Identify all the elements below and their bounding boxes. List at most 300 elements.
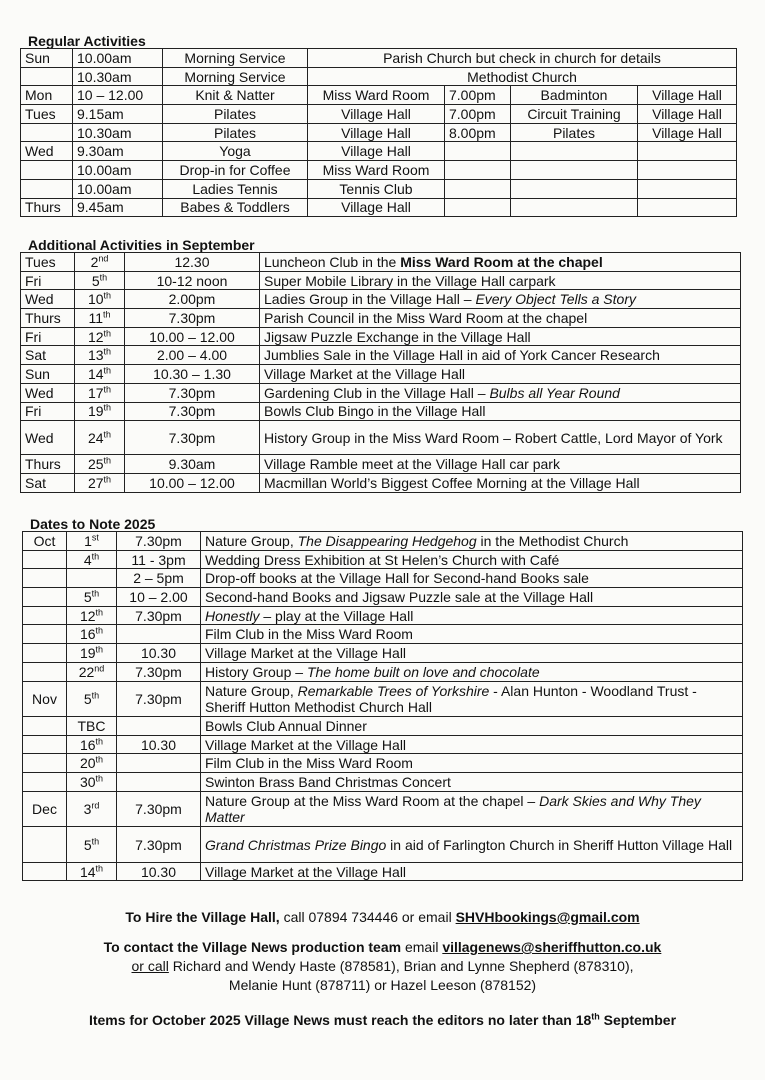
event-cell	[201, 735, 743, 754]
date-number: 25	[87, 456, 104, 473]
time-cell: 12.30	[125, 253, 260, 272]
date-cell	[75, 365, 125, 384]
date-number: 14	[87, 365, 104, 382]
contact-prefix: To contact the Village News production team	[103, 939, 402, 955]
event-text: Film Club in the Miss Ward Room	[205, 626, 413, 643]
month-cell: Dec	[23, 791, 67, 827]
time-cell: 7.30pm	[117, 791, 201, 827]
table-row	[23, 862, 743, 881]
activity2-cell: Badminton	[511, 86, 638, 105]
table-row	[21, 327, 741, 346]
date-cell	[67, 588, 117, 607]
date-suffix: th	[95, 773, 104, 784]
day-cell: Sun	[21, 49, 73, 68]
date-number: 5	[83, 836, 92, 853]
date-cell	[67, 625, 117, 644]
dates-to-note-heading: Dates to Note 2025	[30, 516, 156, 532]
place2-cell	[638, 198, 737, 217]
date-number: 19	[87, 403, 104, 420]
day-cell: Sun	[21, 365, 75, 384]
date-cell	[75, 402, 125, 421]
event-text: Super Mobile Library in the Village Hall carpark	[264, 272, 556, 289]
event-cell	[201, 588, 743, 607]
table-row	[21, 346, 741, 365]
time-cell: 7.30pm	[125, 421, 260, 455]
activity-cell: Babes & Toddlers	[163, 198, 308, 217]
date-number: 20	[79, 755, 96, 772]
table-row	[23, 569, 743, 588]
hire-line	[0, 908, 765, 927]
event-text: Village Ramble meet at the Village Hall car park	[264, 456, 560, 473]
date-suffix: th	[91, 835, 100, 846]
time-cell: 9.30am	[125, 455, 260, 474]
date-cell	[67, 550, 117, 569]
table-row	[21, 49, 737, 68]
table-row	[21, 365, 741, 384]
table-row	[21, 67, 737, 86]
date-cell	[67, 862, 117, 881]
date-number: 14	[79, 863, 96, 880]
time-cell: 10.30	[117, 735, 201, 754]
date-suffix: th	[95, 625, 104, 636]
date-suffix: th	[95, 644, 104, 655]
date-cell	[67, 827, 117, 863]
date-cell	[67, 662, 117, 681]
event-text: Gardening Club in the Village Hall –	[264, 384, 490, 401]
date-suffix: th	[91, 550, 100, 561]
table-row	[23, 606, 743, 625]
contact-email-link[interactable]: villagenews@sheriffhutton.co.uk	[442, 939, 662, 955]
event-text-after: in aid of Farlington Church in Sheriff Hutton Village Hall	[386, 836, 733, 853]
event-cell	[201, 569, 743, 588]
time-cell: 10.00am	[73, 179, 163, 198]
deadline-sup: th	[591, 1011, 600, 1022]
place-cell: Methodist Church	[308, 67, 737, 86]
day-cell: Wed	[21, 383, 75, 402]
or-call-text: or call	[131, 958, 169, 974]
date-cell	[75, 421, 125, 455]
place-cell: Tennis Club	[308, 179, 445, 198]
date-number: 10	[87, 291, 104, 308]
event-bold-text: Miss Ward Room at the chapel	[400, 253, 603, 270]
table-row	[21, 473, 741, 492]
time2-cell	[445, 161, 511, 180]
event-text: Bowls Club Annual Dinner	[205, 717, 367, 734]
event-cell	[260, 346, 741, 365]
date-suffix: th	[99, 271, 108, 282]
day-cell: Fri	[21, 327, 75, 346]
date-suffix: nd	[98, 253, 109, 264]
event-text: Ladies Group in the Village Hall –	[264, 291, 476, 308]
date-number: 13	[87, 347, 104, 364]
activity-cell: Drop-in for Coffee	[163, 161, 308, 180]
time2-cell: 7.00pm	[445, 86, 511, 105]
event-cell	[260, 290, 741, 309]
event-cell	[260, 383, 741, 402]
table-row	[23, 681, 743, 717]
date-cell	[67, 681, 117, 717]
time-cell: 7.30pm	[117, 606, 201, 625]
time-cell: 2 – 5pm	[117, 569, 201, 588]
date-suffix: th	[91, 588, 100, 599]
event-cell	[201, 681, 743, 717]
date-number: 1	[84, 532, 92, 549]
date-cell	[75, 383, 125, 402]
time-cell: 10 – 12.00	[73, 86, 163, 105]
place-cell: Miss Ward Room	[308, 161, 445, 180]
day-cell: Mon	[21, 86, 73, 105]
event-text: Film Club in the Miss Ward Room	[205, 755, 413, 772]
date-suffix: rd	[91, 800, 100, 811]
place2-cell	[638, 142, 737, 161]
table-row	[21, 123, 737, 142]
month-cell	[23, 735, 67, 754]
time-cell: 7.30pm	[125, 309, 260, 328]
event-cell	[201, 862, 743, 881]
day-cell: Sat	[21, 473, 75, 492]
date-cell	[67, 717, 117, 736]
contact-line-3: Melanie Hunt (878711) or Hazel Leeson (878152)	[228, 977, 537, 993]
event-text: Macmillan World’s Biggest Coffee Morning at the Village Hall	[264, 474, 640, 491]
event-text: Luncheon Club in the	[264, 253, 401, 270]
date-suffix: th	[103, 309, 111, 320]
date-cell	[75, 327, 125, 346]
activity2-cell	[511, 161, 638, 180]
date-number: 12	[87, 328, 104, 345]
time-cell: 10.00am	[73, 49, 163, 68]
activity-cell: Yoga	[163, 142, 308, 161]
month-cell	[23, 569, 67, 588]
time-cell: 9.15am	[73, 105, 163, 124]
event-text: Village Market at the Village Hall	[264, 365, 466, 382]
month-cell	[23, 550, 67, 569]
additional-activities-table	[20, 252, 741, 493]
event-cell	[201, 754, 743, 773]
event-text: Parish Council in the Miss Ward Room at the chapel	[264, 309, 588, 326]
date-cell	[75, 290, 125, 309]
contact-mid: email	[401, 939, 443, 955]
event-text: Village Market at the Village Hall	[205, 736, 407, 753]
date-number: 22	[78, 663, 95, 680]
time-cell: 7.30pm	[117, 681, 201, 717]
table-row	[21, 179, 737, 198]
table-row	[21, 253, 741, 272]
time-cell: 10.00 – 12.00	[125, 473, 260, 492]
table-row	[21, 105, 737, 124]
event-text: Nature Group at the Miss Ward Room at the chapel –	[205, 793, 540, 809]
time-cell: 10.30am	[73, 123, 163, 142]
date-suffix: th	[103, 327, 112, 338]
place2-cell: Village Hall	[638, 86, 737, 105]
time-cell: 7.30pm	[125, 383, 260, 402]
event-italic-text: Every Object Tells a Story	[475, 291, 636, 308]
event-cell	[201, 791, 743, 827]
date-number: 5	[91, 272, 100, 289]
day-cell: Fri	[21, 271, 75, 290]
month-cell	[23, 644, 67, 663]
date-number: 12	[79, 607, 96, 624]
event-cell	[201, 532, 743, 551]
event-text: Swinton Brass Band Christmas Concert	[205, 773, 451, 790]
time-cell: 7.30pm	[117, 827, 201, 863]
event-italic-text: The Disappearing Hedgehog	[297, 532, 477, 549]
table-row	[21, 161, 737, 180]
dates-to-note-table	[22, 531, 743, 881]
place2-cell	[638, 179, 737, 198]
date-suffix: th	[91, 690, 100, 701]
regular-activities-heading: Regular Activities	[28, 33, 146, 49]
month-cell	[23, 717, 67, 736]
time-cell: 10 – 2.00	[117, 588, 201, 607]
event-cell	[201, 827, 743, 863]
event-text: History Group in the Miss Ward Room – Robert Cattle, Lord Mayor of York	[264, 429, 723, 446]
day-cell	[21, 67, 73, 86]
date-number: 16	[79, 626, 96, 643]
table-row	[23, 791, 743, 827]
contact-names-1: Richard and Wendy Haste (878581), Brian and Lynne Shepherd (878310),	[168, 958, 634, 974]
activity2-cell	[511, 198, 638, 217]
deadline-prefix: Items for October 2025 Village News must reach the editors no later than 18	[88, 1012, 592, 1028]
contact-line-2	[0, 957, 765, 976]
table-row	[23, 717, 743, 736]
event-italic-text: The home built on love and chocolate	[306, 663, 540, 680]
date-suffix: th	[103, 455, 112, 466]
table-row	[23, 550, 743, 569]
day-cell: Thurs	[21, 309, 75, 328]
time2-cell	[445, 179, 511, 198]
event-cell	[201, 773, 743, 792]
event-cell	[201, 606, 743, 625]
month-cell	[23, 827, 67, 863]
table-row	[23, 735, 743, 754]
date-number: 30	[79, 773, 96, 790]
place2-cell	[638, 161, 737, 180]
activity-cell: Knit & Natter	[163, 86, 308, 105]
date-number: 5	[83, 690, 92, 707]
month-cell	[23, 754, 67, 773]
time2-cell: 7.00pm	[445, 105, 511, 124]
date-suffix: th	[103, 290, 112, 301]
time-cell	[117, 773, 201, 792]
event-text: History Group –	[205, 663, 307, 680]
day-cell: Wed	[21, 290, 75, 309]
date-number: 4	[83, 551, 92, 568]
date-number: 17	[87, 384, 104, 401]
table-row	[21, 402, 741, 421]
month-cell: Nov	[23, 681, 67, 717]
table-row	[23, 754, 743, 773]
date-cell	[67, 773, 117, 792]
event-cell	[260, 455, 741, 474]
activity2-cell: Circuit Training	[511, 105, 638, 124]
time-cell: 9.45am	[73, 198, 163, 217]
date-suffix: th	[95, 754, 104, 765]
event-text-after: - Alan Hunton - Woodland Trust - Sheriff Hutton Methodist Church Hall	[205, 682, 697, 715]
hire-email-link[interactable]: SHVHbookings@gmail.com	[455, 909, 640, 925]
event-italic-text: Honestly	[205, 607, 260, 624]
month-cell	[23, 662, 67, 681]
event-italic-text: Remarkable Trees of Yorkshire	[297, 682, 490, 699]
table-row	[21, 290, 741, 309]
date-cell	[75, 455, 125, 474]
event-italic-text: Dark Skies and Why They Matter	[205, 793, 701, 825]
table-row	[21, 421, 741, 455]
table-row	[23, 644, 743, 663]
date-number: 2	[90, 253, 99, 270]
time-cell: 7.30pm	[125, 402, 260, 421]
date-cell	[75, 473, 125, 492]
hire-phone-text: call 07894 734446 or email	[279, 909, 456, 925]
time-cell: 10.30	[117, 862, 201, 881]
month-cell	[23, 606, 67, 625]
event-text: Nature Group,	[205, 682, 298, 699]
place-cell: Village Hall	[308, 105, 445, 124]
hire-prefix: To Hire the Village Hall,	[125, 909, 280, 925]
time-cell	[117, 754, 201, 773]
place2-cell: Village Hall	[638, 105, 737, 124]
date-cell	[75, 309, 125, 328]
table-row	[21, 271, 741, 290]
day-cell: Thurs	[21, 455, 75, 474]
date-cell	[67, 735, 117, 754]
date-cell	[75, 346, 125, 365]
event-cell	[201, 717, 743, 736]
date-cell	[67, 754, 117, 773]
day-cell	[21, 123, 73, 142]
event-cell	[260, 421, 741, 455]
date-suffix: th	[103, 402, 112, 413]
time2-cell: 8.00pm	[445, 123, 511, 142]
table-row	[23, 588, 743, 607]
event-cell	[260, 473, 741, 492]
time-cell: 2.00pm	[125, 290, 260, 309]
table-row	[21, 309, 741, 328]
table-row	[21, 383, 741, 402]
date-suffix: st	[91, 532, 99, 543]
time-cell: 7.30pm	[117, 662, 201, 681]
date-suffix: nd	[94, 663, 105, 673]
event-cell	[260, 271, 741, 290]
day-cell: Tues	[21, 105, 73, 124]
date-number: 11	[88, 309, 104, 326]
date-cell	[67, 791, 117, 827]
time-cell: 9.30am	[73, 142, 163, 161]
activity-cell: Morning Service	[163, 67, 308, 86]
time-cell	[117, 625, 201, 644]
event-text: Second-hand Books and Jigsaw Puzzle sale at the Village Hall	[205, 588, 594, 605]
month-cell	[23, 625, 67, 644]
place-cell: Parish Church but check in church for details	[308, 49, 737, 68]
table-row	[23, 827, 743, 863]
time-cell: 10.30 – 1.30	[125, 365, 260, 384]
event-cell	[260, 253, 741, 272]
date-suffix: th	[103, 429, 112, 440]
date-number: 5	[83, 588, 92, 605]
date-number: 16	[79, 736, 96, 753]
activity2-cell	[511, 142, 638, 161]
day-cell: Sat	[21, 346, 75, 365]
date-suffix: th	[95, 735, 104, 746]
event-cell	[260, 309, 741, 328]
date-number: 19	[79, 644, 96, 661]
time-cell: 10.00am	[73, 161, 163, 180]
activity-cell: Ladies Tennis	[163, 179, 308, 198]
month-cell	[23, 773, 67, 792]
day-cell: Wed	[21, 421, 75, 455]
date-number: 27	[87, 474, 104, 491]
deadline-line	[0, 1011, 765, 1030]
date-suffix: th	[95, 606, 104, 617]
table-row	[23, 625, 743, 644]
event-text-after: in the Methodist Church	[476, 532, 629, 549]
event-text: Village Market at the Village Hall	[205, 863, 407, 880]
date-suffix: th	[103, 384, 112, 394]
day-cell	[21, 179, 73, 198]
place2-cell: Village Hall	[638, 123, 737, 142]
event-cell	[201, 550, 743, 569]
day-cell: Thurs	[21, 198, 73, 217]
event-text-after: – play at the Village Hall	[259, 607, 414, 624]
event-text: Jigsaw Puzzle Exchange in the Village Hall	[264, 328, 531, 345]
day-cell: Wed	[21, 142, 73, 161]
table-row	[21, 142, 737, 161]
activity-cell: Pilates	[163, 105, 308, 124]
date-suffix: th	[103, 346, 112, 357]
date-cell	[75, 253, 125, 272]
place-cell: Village Hall	[308, 198, 445, 217]
table-row	[23, 662, 743, 681]
event-cell	[201, 625, 743, 644]
table-row	[21, 198, 737, 217]
regular-activities-table	[20, 48, 737, 217]
table-row	[21, 86, 737, 105]
event-text: Bowls Club Bingo in the Village Hall	[264, 403, 486, 420]
event-cell	[260, 402, 741, 421]
date-suffix: th	[103, 365, 112, 376]
event-text: Wedding Dress Exhibition at St Helen’s Church with Café	[205, 551, 560, 568]
event-italic-text: Grand Christmas Prize Bingo	[205, 836, 387, 853]
event-cell	[201, 644, 743, 663]
event-italic-text: Bulbs all Year Round	[489, 384, 620, 401]
month-cell	[23, 862, 67, 881]
date-suffix: th	[103, 474, 112, 485]
date-number: 3	[83, 801, 92, 817]
time-cell: 11 - 3pm	[117, 550, 201, 569]
time-cell: 2.00 – 4.00	[125, 346, 260, 365]
date-number: TBC	[77, 717, 106, 734]
date-cell	[67, 569, 117, 588]
activity2-cell	[511, 179, 638, 198]
place-cell: Miss Ward Room	[308, 86, 445, 105]
day-cell: Tues	[21, 253, 75, 272]
time-cell: 10.00 – 12.00	[125, 327, 260, 346]
date-number: 24	[87, 429, 104, 446]
activity-cell: Morning Service	[163, 49, 308, 68]
date-cell	[67, 532, 117, 551]
additional-activities-heading: Additional Activities in September	[28, 237, 255, 253]
event-cell	[201, 662, 743, 681]
time-cell: 10.30am	[73, 67, 163, 86]
table-row	[23, 532, 743, 551]
date-cell	[67, 644, 117, 663]
table-row	[23, 773, 743, 792]
date-cell	[67, 606, 117, 625]
activity-cell: Pilates	[163, 123, 308, 142]
time-cell: 10-12 noon	[125, 271, 260, 290]
event-cell	[260, 327, 741, 346]
place-cell: Village Hall	[308, 142, 445, 161]
day-cell: Fri	[21, 402, 75, 421]
